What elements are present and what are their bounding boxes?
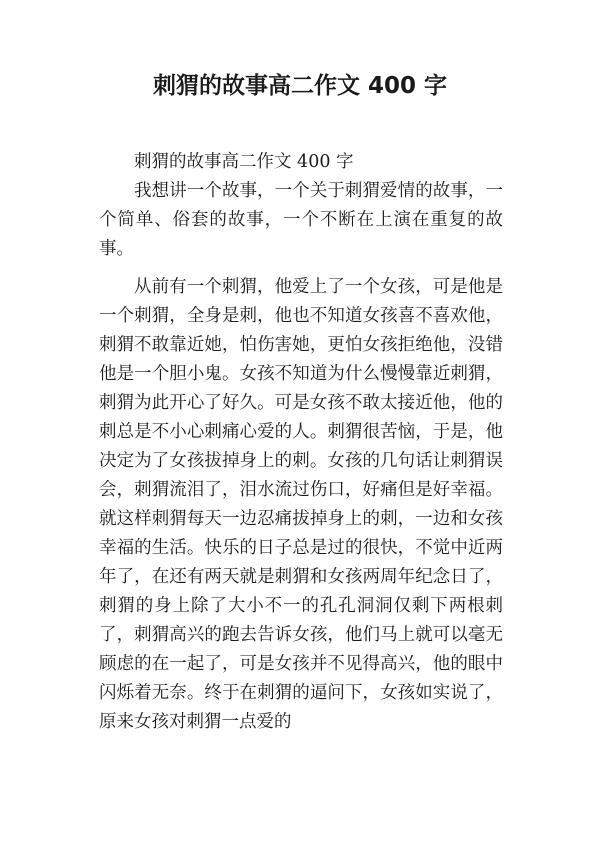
- paragraph-2: 从前有一个刺猬，他爱上了一个女孩，可是他是一个刺猬，全身是刺，他也不知道女孩喜不喜欢他，刺猬不敢靠近她，怕伤害她，更怕女孩拒绝他，没错他是一个胆小鬼。女孩不知道为什么慢慢靠近刺猬，刺猬为此开心了好久。可是女孩不敢太接近他，他的刺总是不小心刺痛心爱的人。刺猬很苦恼，于是，他决定为了女孩拔掉身上的刺。女孩的几句话让刺猬误会，刺猬流泪了，泪水流过伤口，好痛但是好幸福。就这样刺猬每天一边忍痛拔掉身上的刺，一边和女孩幸福的生活。快乐的日子总是过的很快，不觉中近两年了，在还有两天就是刺猬和女孩两周年纪念日了，刺猬的身上除了大小不一的孔孔洞洞仅剩下两根刺了，刺猬高兴的跑去告诉女孩，他们马上就可以毫无顾虑的在一起了，可是女孩并不见得高兴，他的眼中闪烁着无奈。终于在刺猬的逼问下，女孩如实说了，原来女孩对刺猬一点爱的: [99, 277, 503, 732]
- page-title: 刺猬的故事高二作文 400 字: [152, 73, 448, 99]
- paragraph-1: 我想讲一个故事，一个关于刺猬爱情的故事，一个简单、俗套的故事，一个不断在上演在重复的故事。: [99, 181, 503, 259]
- document-body: [99, 148, 503, 737]
- document-subtitle: 刺猬的故事高二作文 400 字: [134, 152, 354, 172]
